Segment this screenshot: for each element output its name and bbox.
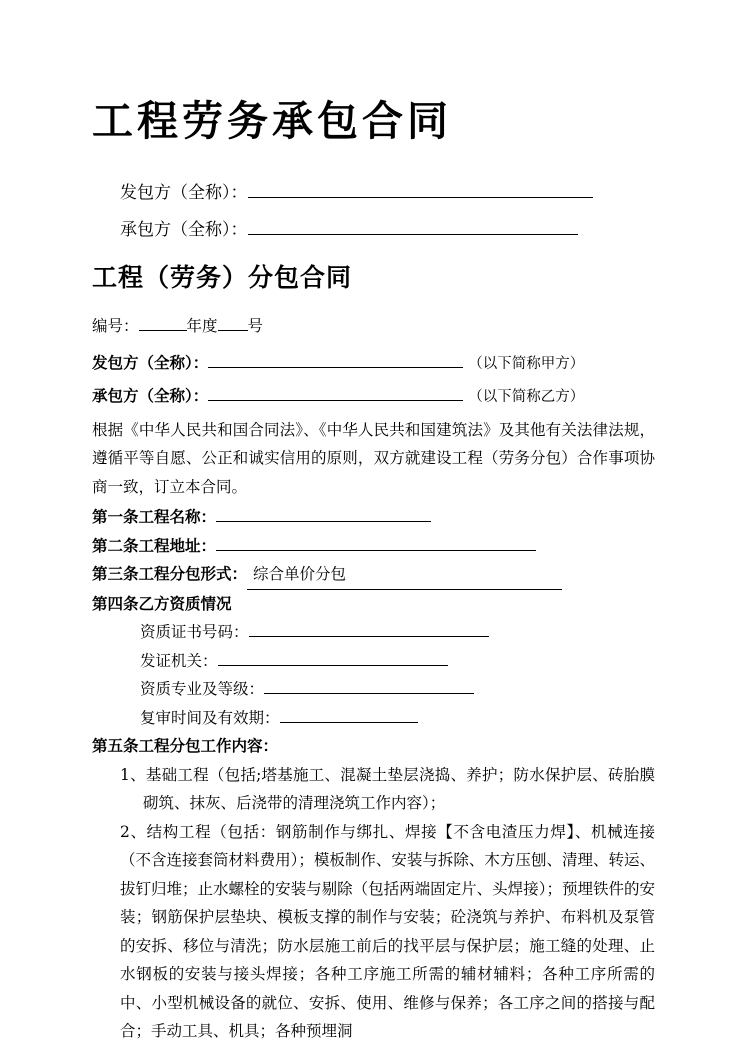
contract-number-line — [92, 312, 655, 341]
review-validity-line — [140, 704, 655, 733]
number-blank-2 — [218, 317, 248, 331]
article-5-heading — [92, 732, 655, 761]
review-validity-label: 复审时间及有效期： — [140, 708, 280, 727]
article-2-blank — [216, 537, 536, 551]
header-party-b-line — [120, 216, 655, 244]
article-1-label: 第一条工程名称： — [92, 507, 217, 527]
article-1-line — [92, 503, 655, 532]
header-party-a-line — [120, 179, 655, 207]
issuing-authority-line — [140, 647, 655, 676]
party-b-blank — [208, 387, 463, 401]
work-content-item-2 — [120, 818, 655, 1046]
party-a-label: 发包方（全称）： — [92, 352, 209, 372]
article-4-label: 第四条乙方资质情况 — [92, 593, 232, 613]
number-no-suffix: 号 — [247, 317, 264, 336]
work-content-item-2-number: 2、 — [120, 822, 147, 841]
article-5-label: 第五条工程分包工作内容： — [92, 736, 279, 756]
qualification-grade-line — [140, 675, 655, 704]
work-content-item-1 — [120, 761, 655, 818]
number-blank-1 — [139, 317, 187, 331]
header-party-b-blank — [248, 221, 578, 235]
preamble-paragraph: 根据《中华人民共和国合同法》、《中华人民共和国建筑法》及其他有关法律法规，遵循平等自愿、公正和诚实信用的原则，双方就建设工程（劳务分包）合作事项协商一致，订立本合同。 — [92, 420, 655, 496]
qualification-grade-label: 资质专业及等级： — [140, 680, 265, 699]
doc-subtitle: 工程（劳务）分包合同 — [92, 264, 353, 293]
article-3-value: 综合单价分包 — [247, 560, 562, 590]
header-party-a-label: 发包方（全称）： — [120, 183, 248, 204]
number-label: 编号： — [92, 317, 139, 336]
issuing-authority-label: 发证机关： — [140, 651, 218, 670]
party-b-note: （以下简称乙方） — [468, 389, 585, 406]
header-party-a-blank — [248, 184, 593, 198]
qualification-cert-label: 资质证书号码： — [140, 623, 249, 642]
article-2-line — [92, 532, 655, 561]
review-validity-blank — [280, 709, 418, 723]
qualification-grade-blank — [264, 680, 474, 694]
header-party-b-label: 承包方（全称）： — [120, 220, 248, 241]
qualification-cert-blank — [249, 623, 489, 637]
article-3-line — [92, 560, 655, 590]
doc-title: 工程劳务承包合同 — [92, 97, 452, 145]
article-1-blank — [216, 508, 431, 522]
party-a-note: （以下简称甲方） — [468, 355, 585, 372]
qualification-cert-line — [140, 618, 655, 647]
article-4-heading — [92, 590, 655, 619]
work-content-item-2-text: 结构工程（包括：钢筋制作与绑扎、焊接【不含电渣压力焊】、机械连接（不含连接套筒材料费用）；模板制作、安装与拆除、木方压刨、清理、转运、拔钉归堆；止水螺栓的安装与剔除（包括两端固定片、头焊接）；预埋铁件的安装；钢筋保护层垫块、模板支撑的制作与安装；砼浇筑与养护、布料机及泵管的安拆、移位与清洗；防水层施工前后的找平层与保护层；施工缝的处理、止水钢板的安装与接头焊接；各种工序施工所需的辅材辅料；各种工序所需的中、小型机械设备的就位、安拆、使用、维修与保养；各工序之间的搭接与配合；手动工具、机具；各种预埋洞 — [120, 822, 655, 1041]
party-a-blank — [208, 354, 463, 368]
number-year-suffix: 年度 — [186, 317, 218, 336]
article-2-label: 第二条工程地址： — [92, 535, 217, 555]
issuing-authority-blank — [218, 652, 448, 666]
article-3-label: 第三条工程分包形式： — [92, 564, 248, 584]
party-a-line — [92, 349, 655, 379]
work-content-item-1-text: 基础工程（包括;塔基施工、混凝土垫层浇捣、养护；防水保护层、砖胎膜砌筑、抹灰、后浇带的清理浇筑工作内容）； — [143, 765, 655, 813]
work-content-item-1-number: 1、 — [120, 765, 146, 784]
party-b-label: 承包方（全称）： — [92, 386, 209, 406]
party-b-line — [92, 382, 655, 412]
